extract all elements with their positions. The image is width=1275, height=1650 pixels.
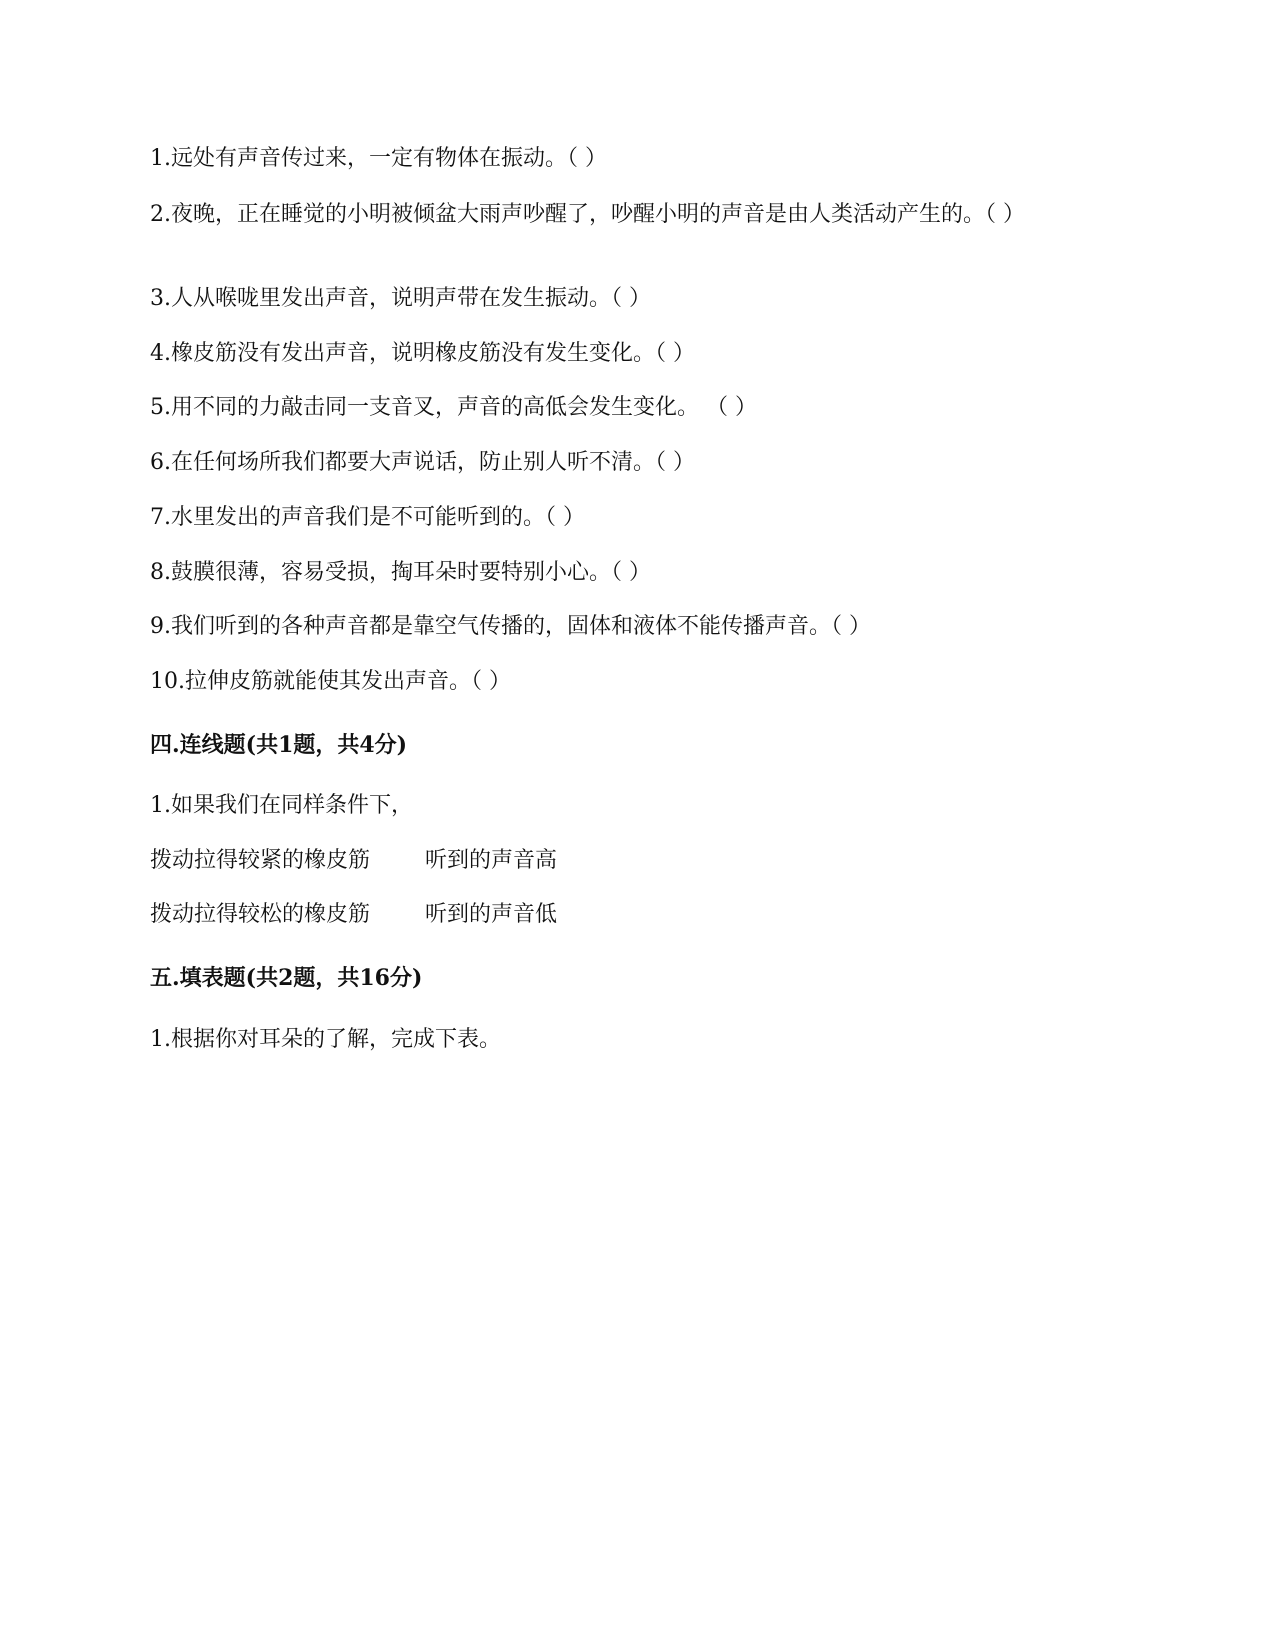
section-heading-table: 五.填表题(共2题，共16分) <box>150 965 423 991</box>
judgment-item-5: 5.用不同的力敲击同一支音叉，声音的高低会发生变化。 （ ） <box>150 395 757 420</box>
judgment-item-3: 3.人从喉咙里发出声音，说明声带在发生振动。（ ） <box>150 286 651 311</box>
matching-question: 1.如果我们在同样条件下， <box>150 793 413 818</box>
judgment-item-2: 2.夜晚，正在睡觉的小明被倾盆大雨声吵醒了，吵醒小明的声音是由人类活动产生的。（ ） <box>150 202 1025 227</box>
matching-left-item-1: 拨动拉得较紧的橡皮筋 <box>150 848 371 873</box>
judgment-item-4: 4.橡皮筋没有发出声音，说明橡皮筋没有发生变化。（ ） <box>150 341 695 366</box>
judgment-item-6: 6.在任何场所我们都要大声说话，防止别人听不清。（ ） <box>150 450 695 475</box>
judgment-item-10: 10.拉伸皮筋就能使其发出声音。（ ） <box>150 669 511 694</box>
judgment-item-9: 9.我们听到的各种声音都是靠空气传播的，固体和液体不能传播声音。（ ） <box>150 614 871 639</box>
matching-right-item-1: 听到的声音高 <box>425 848 558 873</box>
section-heading-matching: 四.连线题(共1题，共4分) <box>150 732 408 758</box>
table-question: 1.根据你对耳朵的了解，完成下表。 <box>150 1027 501 1052</box>
judgment-item-8: 8.鼓膜很薄，容易受损，掏耳朵时要特别小心。（ ） <box>150 560 651 585</box>
judgment-item-1: 1.远处有声音传过来，一定有物体在振动。（ ） <box>150 146 607 171</box>
matching-right-item-2: 听到的声音低 <box>425 902 558 927</box>
judgment-item-7: 7.水里发出的声音我们是不可能听到的。（ ） <box>150 505 585 530</box>
matching-left-item-2: 拨动拉得较松的橡皮筋 <box>150 902 371 927</box>
